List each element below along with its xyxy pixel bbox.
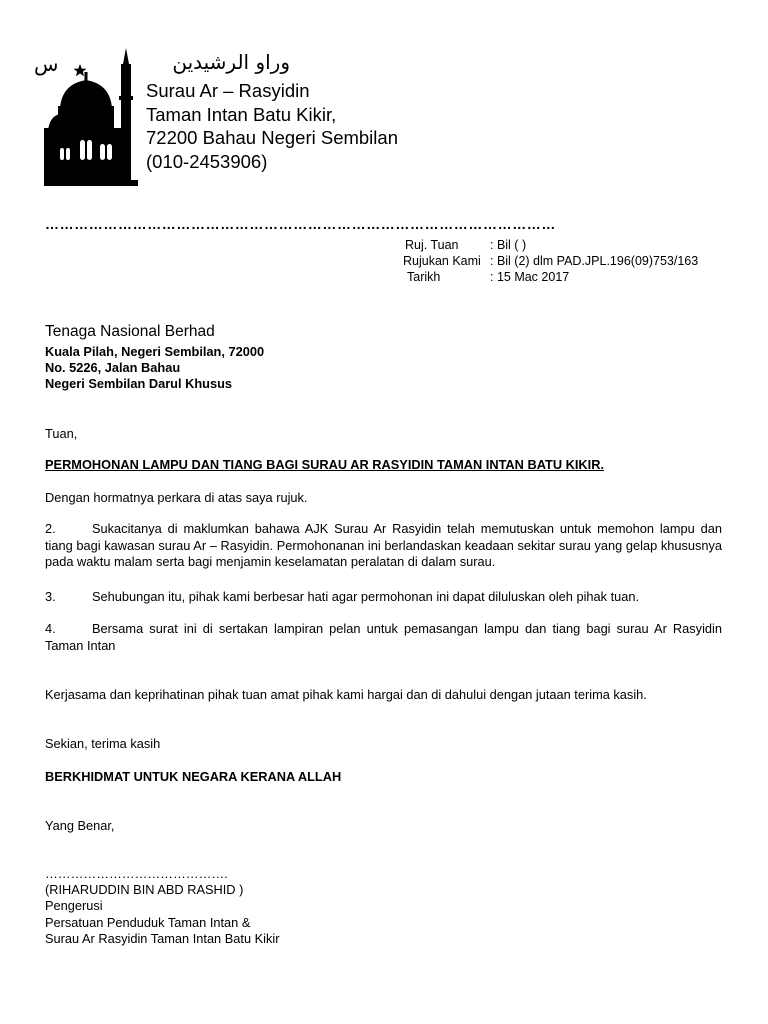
org-address-line1: Taman Intan Batu Kikir, (146, 104, 337, 125)
salutation: Tuan, (45, 426, 78, 441)
tarikh-value: : 15 Mac 2017 (490, 270, 570, 284)
motto-line: BERKHIDMAT UNTUK NEGARA KERANA ALLAH (45, 769, 342, 784)
org-address-line2: 72200 Bahau Negeri Sembilan (146, 127, 398, 148)
signatory-title: Pengerusi (45, 898, 103, 913)
header-divider: …………………………………………………………………………………………… (45, 216, 556, 232)
paragraph-2 (45, 521, 722, 571)
paragraph-3 (45, 589, 722, 606)
rujukan-kami-value: : Bil (2) dlm PAD.JPL.196(09)753/163 (490, 254, 699, 268)
thanks-paragraph: Kerjasama dan keprihatinan pihak tuan amat pihak kami hargai dan di dahului dengan jutaan terima kasih. (45, 687, 647, 702)
ruj-tuan-value: : Bil ( ) (490, 238, 527, 252)
ruj-tuan-label: Ruj. Tuan (405, 238, 459, 252)
paragraph-2-number: 2. (45, 521, 56, 536)
paragraph-3-text: Sehubungan itu, pihak kami berbesar hati agar permohonan ini dapat diluluskan oleh pihak tuan. (92, 589, 640, 604)
arabic-mark: س (34, 52, 59, 76)
recipient-address-line3: Negeri Sembilan Darul Khusus (45, 376, 233, 391)
paragraph-3-number: 3. (45, 589, 56, 604)
org-phone: (010-2453906) (146, 151, 268, 172)
paragraph-4-text: Bersama surat ini di sertakan lampiran pelan untuk pemasangan lampu dan tiang bagi surau Ar Rasyidin Taman Intan (45, 621, 722, 653)
org-name: Surau Ar – Rasyidin (146, 80, 310, 101)
tarikh-label: Tarikh (407, 270, 441, 284)
yang-benar: Yang Benar, (45, 818, 115, 833)
recipient-address-line1: Kuala Pilah, Negeri Sembilan, 72000 (45, 344, 265, 359)
recipient-name: Tenaga Nasional Berhad (45, 323, 215, 340)
paragraph-4 (45, 621, 722, 654)
signatory-org-line1: Persatuan Penduduk Taman Intan & (45, 915, 251, 930)
recipient-address-line2: No. 5226, Jalan Bahau (45, 360, 181, 375)
closing-line: Sekian, terima kasih (45, 736, 161, 751)
signatory-org-line2: Surau Ar Rasyidin Taman Intan Batu Kikir (45, 931, 280, 946)
signatory-name: (RIHARUDDIN BIN ABD RASHID ) (45, 882, 244, 897)
arabic-org-name: وراو الرشيدين (172, 50, 290, 74)
paragraph-4-number: 4. (45, 621, 56, 636)
paragraph-2-text: Sukacitanya di maklumkan bahawa AJK Surau Ar Rasyidin telah memutuskan untuk memohon lampu dan tiang bagi kawasan surau Ar – Rasyidin. Permohonanan ini berlandaskan keadaan sekitar surau yang gelap khususnya pada waktu malam serta bagi menjamin keselamatan peralatan di dalam surau. (45, 521, 722, 569)
signature-line: ……………………………………. (45, 866, 228, 881)
subject-line: PERMOHONAN LAMPU DAN TIANG BAGI SURAU AR RASYIDIN TAMAN INTAN BATU KIKIR. (45, 457, 605, 472)
intro-paragraph: Dengan hormatnya perkara di atas saya rujuk. (45, 490, 308, 505)
rujukan-kami-label: Rujukan Kami (403, 254, 481, 268)
